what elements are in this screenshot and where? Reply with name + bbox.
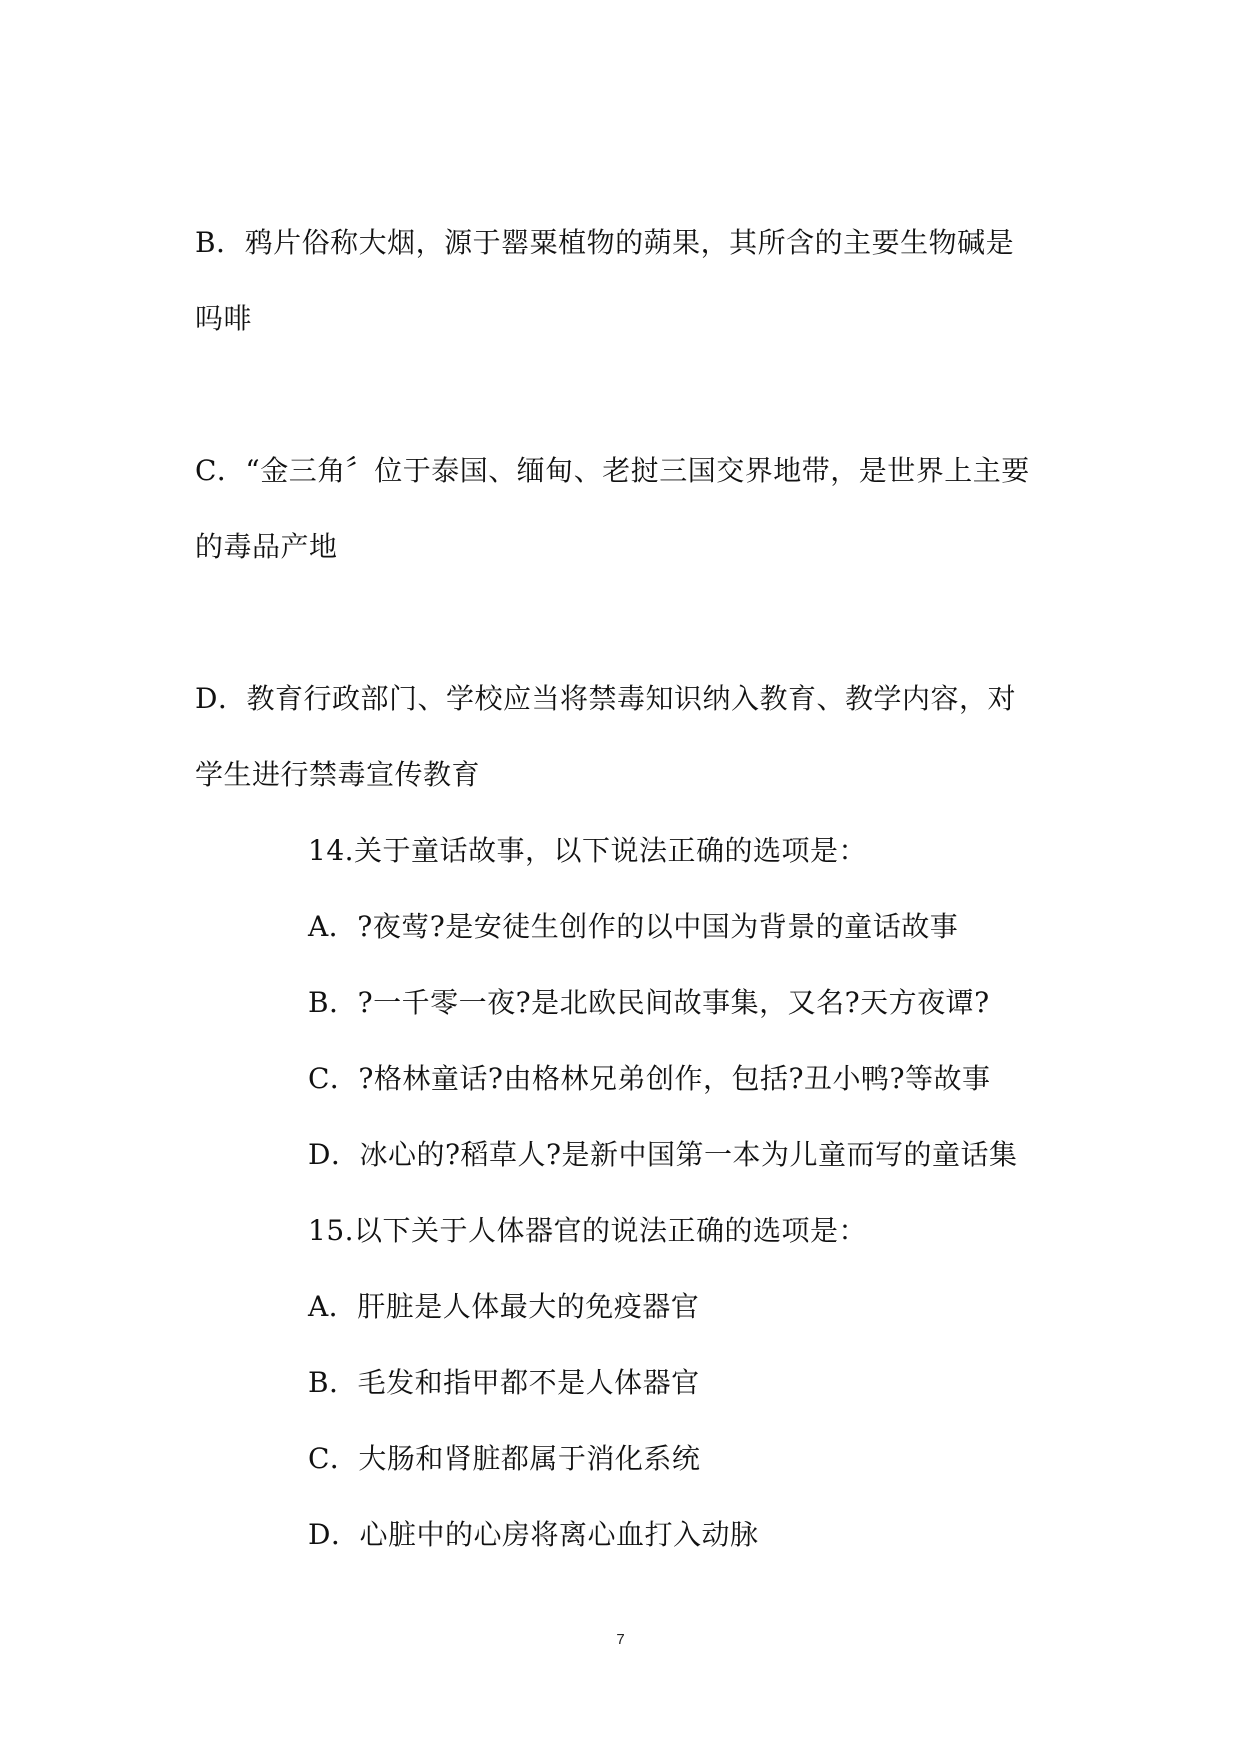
option-line: 吗啡 bbox=[195, 302, 253, 335]
option-line: A．肝脏是人体最大的免疫器官 bbox=[308, 1290, 700, 1323]
option-line: B．?一千零一夜?是北欧民间故事集，又名?天方夜谭? bbox=[308, 986, 990, 1019]
option-line: B．毛发和指甲都不是人体器官 bbox=[308, 1366, 700, 1399]
page-number: 7 bbox=[616, 1631, 625, 1648]
option-line: C．大肠和肾脏都属于消化系统 bbox=[308, 1442, 701, 1475]
option-line: D．心脏中的心房将离心血打入动脉 bbox=[308, 1518, 759, 1551]
option-line: C．“金三角〞位于泰国、缅甸、老挝三国交界地带，是世界上主要 bbox=[195, 454, 1030, 487]
question-stem: 15.以下关于人体器官的说法正确的选项是： bbox=[308, 1214, 868, 1247]
option-line: 的毒品产地 bbox=[195, 530, 338, 563]
option-line: 学生进行禁毒宣传教育 bbox=[195, 758, 481, 791]
option-line: B．鸦片俗称大烟，源于罂粟植物的蒴果，其所含的主要生物碱是 bbox=[195, 226, 1015, 259]
option-line: C．?格林童话?由格林兄弟创作，包括?丑小鸭?等故事 bbox=[308, 1062, 991, 1095]
option-line: A．?夜莺?是安徒生创作的以中国为背景的童话故事 bbox=[308, 910, 959, 943]
option-line: D．教育行政部门、学校应当将禁毒知识纳入教育、教学内容，对 bbox=[195, 682, 1016, 715]
question-stem: 14.关于童话故事，以下说法正确的选项是： bbox=[308, 834, 868, 867]
option-line: D．冰心的?稻草人?是新中国第一本为儿童而写的童话集 bbox=[308, 1138, 1018, 1171]
